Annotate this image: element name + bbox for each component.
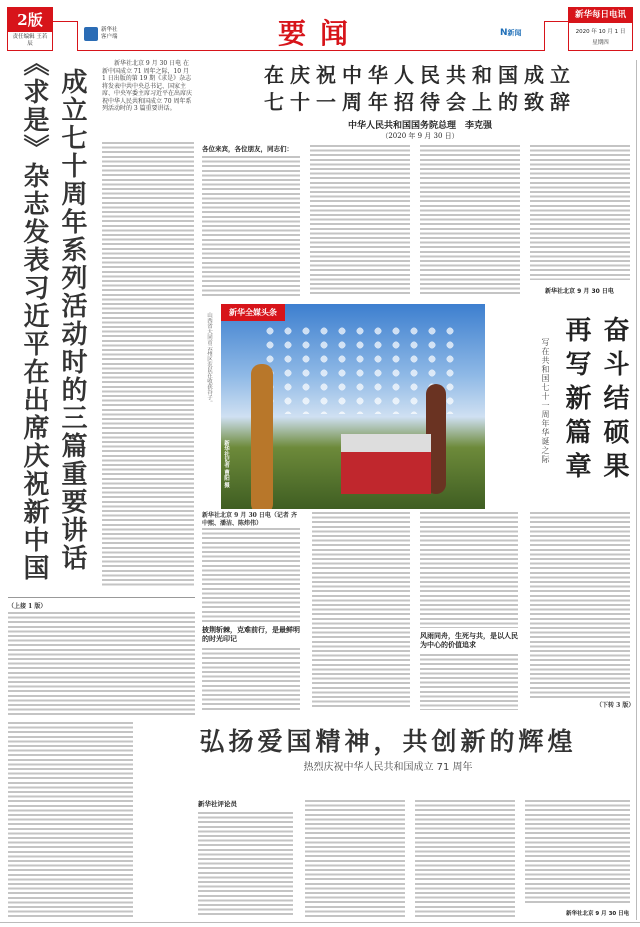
editor: 责任编辑 王若辰: [12, 34, 48, 47]
sorghum-left: [251, 364, 273, 509]
left-story-body: [102, 142, 194, 587]
main-byline: 中华人民共和国国务院总理 李克强: [347, 121, 492, 131]
media-badge: 新华全媒头条: [221, 304, 285, 321]
xinhua-app-logo: 新华社 客户端: [84, 27, 123, 41]
feature-continued[interactable]: （下转 3 版）: [596, 702, 635, 709]
main-salutation: 各位来宾，各位朋友，同志们：: [202, 145, 293, 153]
main-body-col1: [202, 156, 300, 296]
harvest-photo: [221, 304, 485, 509]
feature-headline-col1: 奋斗结硕果: [599, 316, 629, 486]
left-headline-main: 成立七十周年系列活动时的三篇重要讲话: [57, 68, 87, 572]
feature-col4: [530, 512, 630, 698]
page-number-box: [7, 7, 53, 51]
commentary-signoff: 新华社北京 9 月 30 日电: [566, 911, 630, 917]
commentary-headline: 弘扬爱国精神，共创新的辉煌: [199, 727, 577, 756]
feature-col3a: [420, 512, 518, 628]
commentary-col4: [525, 800, 630, 905]
section-title: 要闻: [277, 17, 362, 50]
continuation-body: [8, 612, 195, 717]
header-rule: [53, 21, 77, 22]
feature-col1b: [202, 648, 300, 710]
commentary-subtitle: 热烈庆祝中华人民共和国成立 71 周年: [303, 762, 473, 773]
feature-col2: [312, 512, 410, 710]
paper-name: 新华每日电讯: [569, 8, 632, 23]
main-headline: 在庆祝中华人民共和国成立 七十一周年招待会上的致辞: [264, 63, 576, 114]
feature-subhead-1: 披荆斩棘，克难前行，是最鲜明的时光印记: [202, 626, 300, 643]
main-date: （2020 年 9 月 30 日）: [381, 132, 459, 140]
feature-col1: [202, 528, 300, 622]
main-body-col2: [310, 145, 410, 296]
divider: [8, 597, 195, 598]
left-story-lead: 新华社北京 9 月 30 日电 在新中国成立 71 周年之际，10 月 1 日出版的第 19 期《求是》杂志将发表中共中央总书记、国家主席、中央军委主席习近平在出席庆祝中华人民共和国成立 70 周年系列活动时的 3 篇重要讲话。: [102, 60, 193, 112]
commentary-col3: [415, 800, 515, 918]
main-signoff: 新华社北京 9 月 30 日电: [545, 288, 614, 295]
continuation-label[interactable]: （上接 1 版）: [8, 603, 47, 610]
right-border: [636, 60, 637, 920]
feature-lead: 新华社北京 9 月 30 日电（记者 齐中熙、潘洁、陈炜伟）: [202, 512, 297, 527]
main-body-col3: [420, 145, 520, 296]
feature-col3b: [420, 654, 518, 710]
harvester: [341, 434, 431, 494]
commentary-col1: [198, 812, 293, 918]
commentary-col2: [305, 800, 405, 918]
bottom-border: [0, 922, 640, 923]
feature-subhead-2: 风雨同舟，生死与共，是以人民为中心的价值追求: [420, 632, 518, 649]
paper-name-box: [568, 7, 633, 51]
feature-subtitle: 写在共和国七十一周年华诞之际: [541, 338, 550, 464]
page-number: 2版: [8, 8, 52, 32]
left-headline-sub: 《求是》杂志发表习近平在出席庆祝新中国: [19, 50, 49, 582]
issue-weekday: 星期四: [592, 40, 609, 46]
issue-date: 2020 年 10 月 1 日: [575, 29, 626, 35]
news-logo: N新闻: [500, 28, 522, 38]
photo-credit: 新华社记者 曹阳 摄: [223, 440, 229, 488]
feature-headline-col2: 再写新篇章: [561, 316, 591, 486]
left-bottom-body: [8, 722, 133, 918]
commentary-author: 新华社评论员: [198, 800, 237, 808]
app-icon: [84, 27, 98, 41]
header-rule-right: [545, 21, 569, 22]
photo-caption-vertical: 山西省大同市云州区农民在收获谷子。: [206, 312, 212, 406]
main-body-col4: [530, 145, 630, 280]
